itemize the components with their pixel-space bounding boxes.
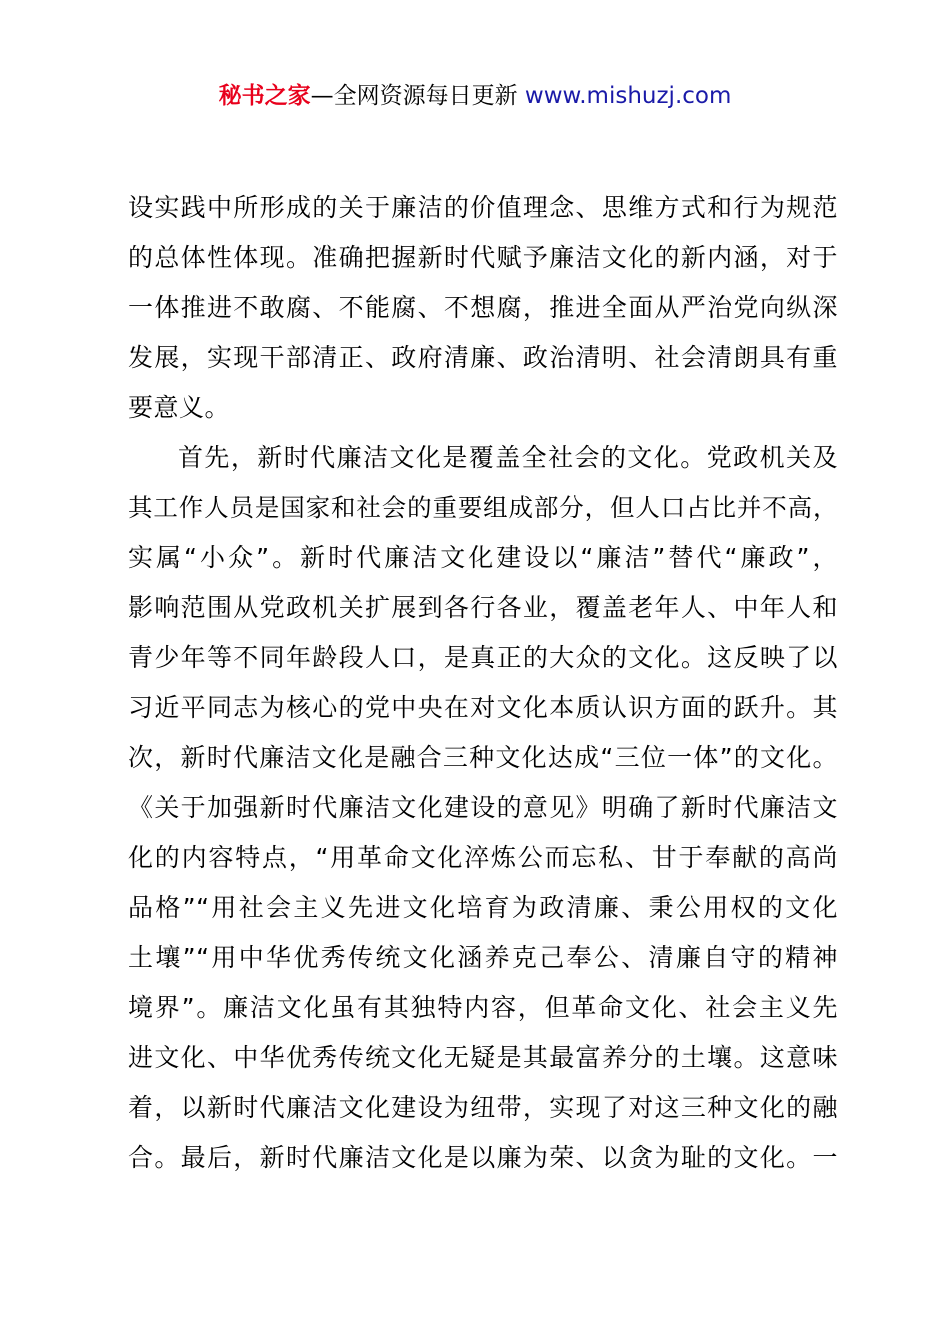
paragraph-first-line: 首先，新时代廉洁文化是覆盖全社会的文化。党政机关及 xyxy=(178,443,838,472)
page-header xyxy=(0,80,950,112)
text-line: 青少年等不同年龄段人口，是真正的大众的文化。这反映了以 xyxy=(128,643,838,672)
text-line: 化的内容特点，“用革命文化淬炼公而忘私、甘于奉献的高尚 xyxy=(128,843,838,872)
text-line: 进文化、中华优秀传统文化无疑是其最富养分的土壤。这意味 xyxy=(128,1043,838,1072)
document-body xyxy=(128,183,838,1183)
text-line: 影响范围从党政机关扩展到各行各业，覆盖老年人、中年人和 xyxy=(128,593,838,622)
site-url-link[interactable]: www.mishuzj.com xyxy=(524,83,732,109)
text-line: 要意义。 xyxy=(128,393,231,422)
text-line: 合。最后，新时代廉洁文化是以廉为荣、以贪为耻的文化。一 xyxy=(128,1143,838,1172)
text-line: 《关于加强新时代廉洁文化建设的意见》明确了新时代廉洁文 xyxy=(128,793,838,822)
text-line: 实属“小众”。新时代廉洁文化建设以“廉洁”替代“廉政”， xyxy=(128,543,838,572)
site-tagline: —全网资源每日更新 xyxy=(310,83,525,109)
text-line: 品格”“用社会主义先进文化培育为政清廉、秉公用权的文化 xyxy=(128,893,838,922)
site-brand: 秘书之家 xyxy=(218,83,311,109)
text-line: 着，以新时代廉洁文化建设为纽带，实现了对这三种文化的融 xyxy=(128,1093,838,1122)
text-line: 其工作人员是国家和社会的重要组成部分，但人口占比并不高， xyxy=(128,493,838,522)
text-line: 习近平同志为核心的党中央在对文化本质认识方面的跃升。其 xyxy=(128,693,838,722)
text-line: 土壤”“用中华优秀传统文化涵养克己奉公、清廉自守的精神 xyxy=(128,943,838,972)
text-line: 境界”。廉洁文化虽有其独特内容，但革命文化、社会主义先 xyxy=(128,993,838,1022)
text-line: 次，新时代廉洁文化是融合三种文化达成“三位一体”的文化。 xyxy=(128,743,838,772)
text-line: 发展，实现干部清正、政府清廉、政治清明、社会清朗具有重 xyxy=(128,343,838,372)
text-line: 一体推进不敢腐、不能腐、不想腐，推进全面从严治党向纵深 xyxy=(128,293,838,322)
text-line: 的总体性体现。准确把握新时代赋予廉洁文化的新内涵，对于 xyxy=(128,243,838,272)
text-line: 设实践中所形成的关于廉洁的价值理念、思维方式和行为规范 xyxy=(128,193,838,222)
